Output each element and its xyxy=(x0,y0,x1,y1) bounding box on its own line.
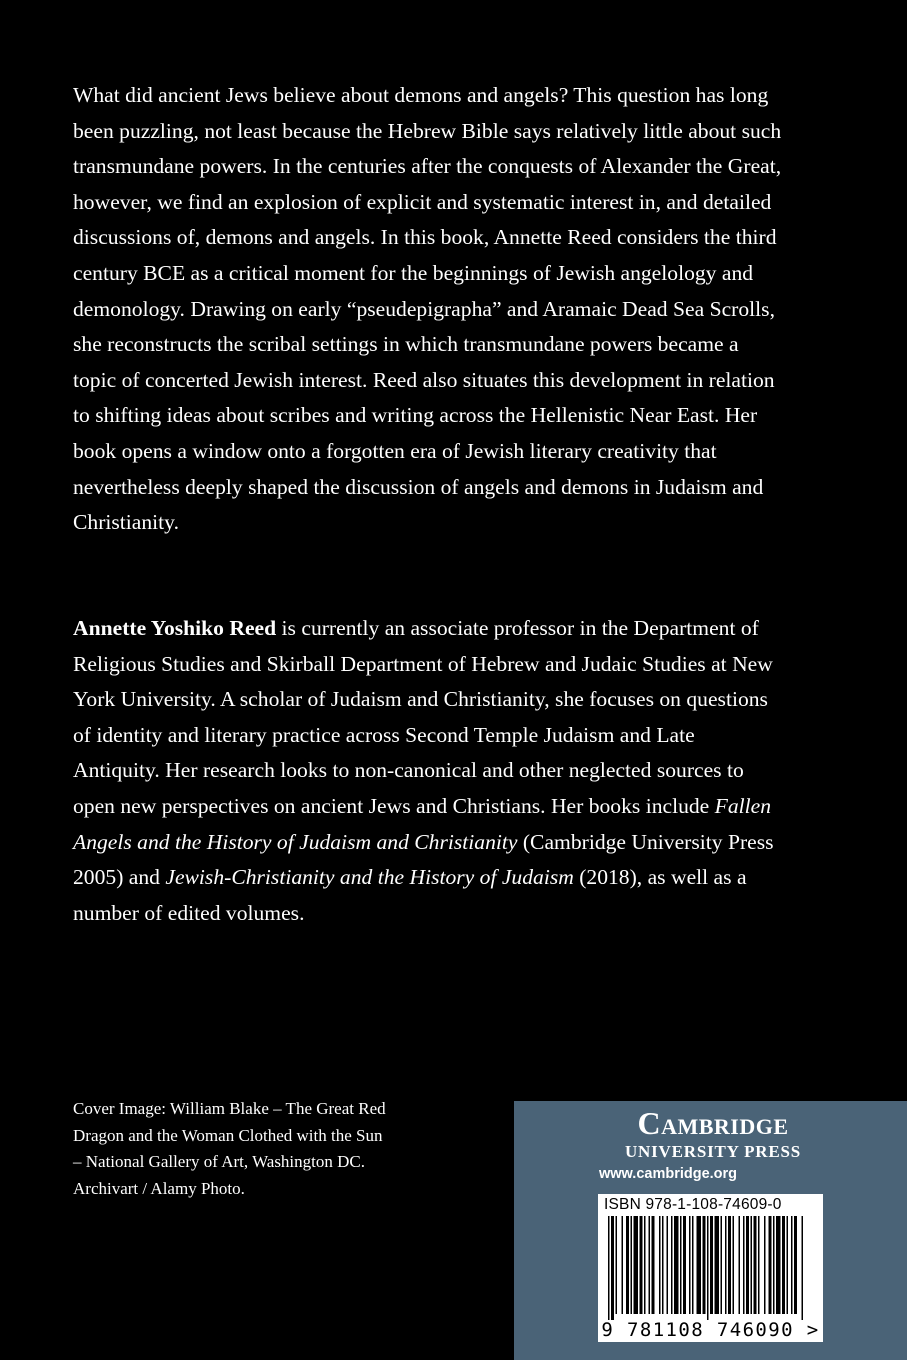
book-title-2: Jewish-Christianity and the History of Judaism xyxy=(165,865,574,890)
book-title-1: Fallen Angels and the History of Judaism and Christianity xyxy=(73,793,772,854)
barcode-bar xyxy=(776,1216,781,1314)
barcode-bar xyxy=(622,1216,624,1314)
barcode-bar xyxy=(608,1216,610,1320)
barcode-bar xyxy=(667,1216,669,1314)
barcode-bar xyxy=(743,1216,745,1314)
barcode-bar xyxy=(649,1216,651,1314)
barcode-bar xyxy=(739,1216,741,1314)
barcode-bar xyxy=(746,1216,749,1314)
barcode-icon xyxy=(598,1216,823,1320)
barcode-bar xyxy=(671,1216,673,1314)
isbn-label: ISBN 978-1-108-74609-0 xyxy=(604,1196,782,1213)
publisher-subtitle: UNIVERSITY PRESS xyxy=(624,1142,802,1161)
barcode-box xyxy=(598,1194,823,1342)
book-description xyxy=(73,78,783,541)
barcode-bar xyxy=(758,1216,760,1314)
bio-text-2: (Cambridge University Press 2005) and xyxy=(73,829,774,890)
barcode-bar xyxy=(631,1216,633,1314)
barcode-bar xyxy=(773,1216,775,1314)
barcode-bar xyxy=(692,1216,694,1314)
barcode-bar xyxy=(769,1216,772,1314)
barcode-bar xyxy=(764,1216,766,1314)
barcode-bar xyxy=(725,1216,727,1314)
publisher-name: Cambridge xyxy=(637,1105,789,1141)
barcode-bar xyxy=(782,1216,785,1314)
barcode-bar xyxy=(703,1216,706,1314)
barcode-bar xyxy=(689,1216,691,1314)
barcode-bar xyxy=(644,1216,646,1314)
barcode-bar xyxy=(611,1216,614,1320)
barcode-bar xyxy=(652,1216,655,1314)
barcode-bar xyxy=(680,1216,682,1314)
credit-line: Cover Image: William Blake – The Great Red xyxy=(73,1099,386,1118)
barcode-bar xyxy=(728,1216,731,1314)
author-bio xyxy=(73,611,783,931)
barcode-bar xyxy=(674,1216,679,1314)
barcode-bar xyxy=(707,1216,709,1320)
credit-line: Dragon and the Woman Clothed with the Sun xyxy=(73,1125,383,1145)
barcode-bar xyxy=(715,1216,720,1314)
barcode-bar xyxy=(787,1216,789,1314)
barcode-bar xyxy=(710,1216,713,1314)
barcode-bar xyxy=(662,1216,664,1314)
barcode-bar xyxy=(733,1216,735,1314)
barcode-bar xyxy=(754,1216,757,1314)
barcode-bar xyxy=(791,1216,793,1314)
barcode-bar xyxy=(640,1216,643,1314)
cover-image-credit xyxy=(73,1096,493,1202)
barcode-bar xyxy=(697,1216,702,1314)
barcode-bar xyxy=(634,1216,639,1314)
barcode-bar xyxy=(721,1216,723,1314)
barcode-bar xyxy=(683,1216,686,1314)
bio-text-1: is currently an associate professor in the Department of Religious Studies and Skirball Department of Hebrew and Judaic Studies at New York University. A scholar of Judaism and Christianity, she focuses on questions of identity and literary practice across Second Temple Judaism and Late Antiquity. Her research looks to non-canonical and other neglected sources to open new perspectives on ancient Jews and Christians. Her books include xyxy=(73,616,773,818)
publisher-url: www.cambridge.org xyxy=(599,1166,738,1182)
bio-text-3: (2018), as well as a number of edited volumes. xyxy=(73,865,747,925)
credit-line: – National Gallery of Art, Washington DC. xyxy=(73,1152,365,1171)
credit-line: Archivart / Alamy Photo. xyxy=(73,1178,245,1198)
barcode-bar xyxy=(626,1216,629,1314)
barcode-bar xyxy=(802,1216,804,1320)
barcode-digits: 9 781108 746090 > xyxy=(601,1319,820,1341)
publisher-logo xyxy=(598,1104,828,1162)
description-text: What did ancient Jews believe about demons and angels? This question has long been puzzling, not least because the Hebrew Bible says relatively little about such transmundane powers. In the centuries after the conquests of Alexander the Great, however, we find an explosion of explicit and systematic interest in, and detailed discussions of, demons and angels. In this book, Annette Reed considers the third century BCE as a critical moment for the beginnings of Jewish angelology and demonology. Drawing on early “pseudepigrapha” and Aramaic Dead Sea Scrolls, she reconstructs the scribal settings in which transmundane powers became a topic of concerted Jewish interest. Reed also situates this development in relation to shifting ideas about scribes and writing across the Hellenistic Near East. Her book opens a window onto a forgotten era of Jewish literary creativity that nevertheless deeply shaped the discussion of angels and demons in Judaism and Christianity. xyxy=(73,83,782,535)
barcode-bar xyxy=(794,1216,797,1314)
barcode-bar xyxy=(751,1216,753,1314)
barcode-bar xyxy=(659,1216,661,1314)
author-name: Annette Yoshiko Reed xyxy=(73,616,277,640)
barcode-bar xyxy=(616,1216,618,1314)
